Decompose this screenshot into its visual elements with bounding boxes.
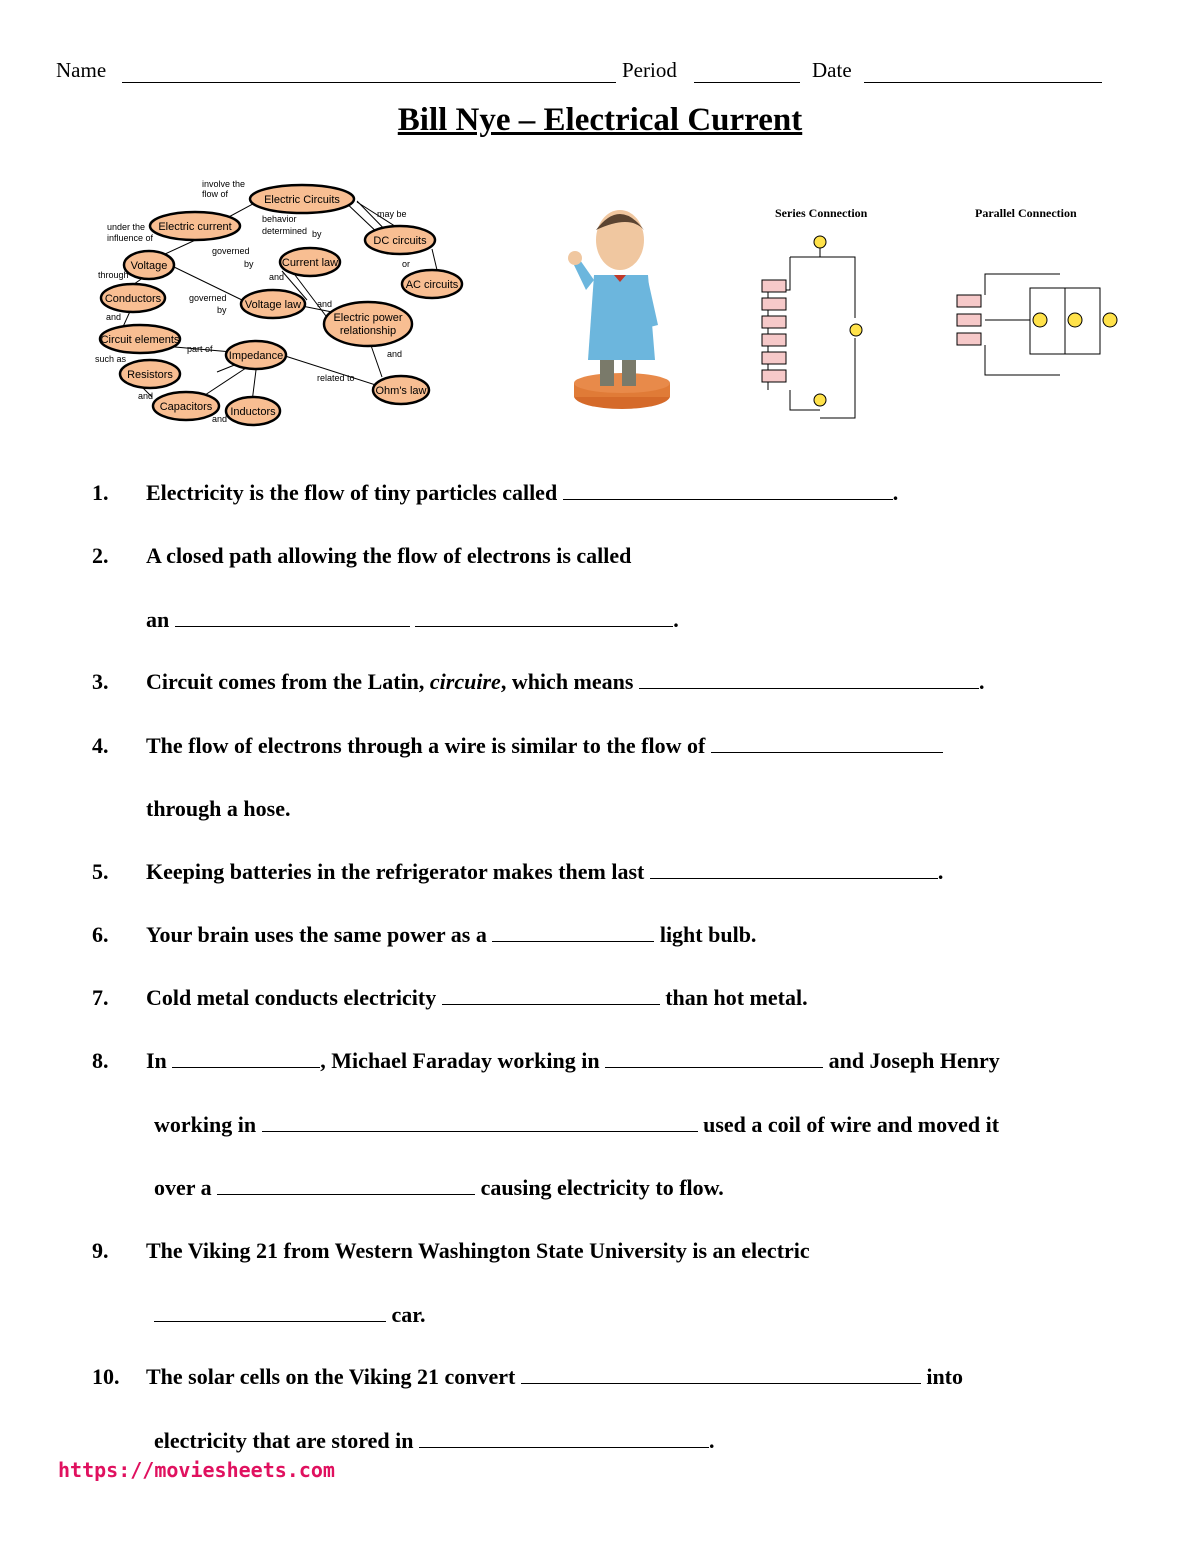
svg-text:influence of: influence of <box>107 233 154 243</box>
svg-text:or: or <box>402 259 411 269</box>
svg-text:Voltage law: Voltage law <box>244 299 302 311</box>
parallel-title: Parallel Connection <box>975 206 1077 220</box>
svg-text:Resistors: Resistors <box>127 369 173 381</box>
concept-map <box>92 172 482 432</box>
svg-text:by: by <box>312 229 322 239</box>
answer-blank[interactable] <box>650 860 938 879</box>
svg-text:DC circuits: DC circuits <box>373 235 427 247</box>
answer-blank[interactable] <box>415 608 673 627</box>
question-text: light bulb. <box>659 922 757 947</box>
svg-text:and: and <box>138 391 154 401</box>
svg-text:related to: related to <box>317 373 355 383</box>
question-text: an <box>146 607 170 632</box>
question-text: In <box>146 1048 167 1073</box>
question-text: and Joseph Henry <box>828 1048 1000 1073</box>
question-text: through a hose. <box>146 796 291 821</box>
question-text: The flow of electrons through a wire is similar to the flow of <box>146 733 706 758</box>
answer-blank[interactable] <box>442 986 660 1005</box>
answer-blank[interactable] <box>521 1365 921 1384</box>
svg-text:may be: may be <box>377 209 407 219</box>
question-text: . <box>708 1428 715 1453</box>
svg-text:Voltage: Voltage <box>130 260 168 272</box>
svg-text:involve the: involve the <box>202 179 246 189</box>
answer-blank[interactable] <box>563 481 893 500</box>
question-text: . <box>673 607 679 632</box>
question-number: 9. <box>92 1238 109 1263</box>
answer-blank[interactable] <box>605 1049 823 1068</box>
name-field[interactable] <box>122 82 616 83</box>
svg-text:and: and <box>212 414 228 424</box>
svg-text:under the: under the <box>107 222 146 232</box>
svg-text:through: through <box>98 270 129 280</box>
question-text: . <box>937 859 944 884</box>
question-text: electricity that are stored in <box>154 1428 414 1453</box>
svg-text:such as: such as <box>95 354 127 364</box>
parallel-circuit-diagram <box>945 200 1135 380</box>
question-number: 1. <box>92 480 109 505</box>
svg-text:governed: governed <box>189 293 227 303</box>
answer-blank[interactable] <box>154 1303 386 1322</box>
question-text: causing electricity to flow. <box>480 1175 724 1200</box>
svg-text:Electric current: Electric current <box>158 221 232 233</box>
question-text: . <box>892 480 899 505</box>
series-circuit-diagram <box>750 200 880 425</box>
answer-blank[interactable] <box>639 670 979 689</box>
answer-blank[interactable] <box>217 1176 475 1195</box>
question-text: working in <box>154 1112 257 1137</box>
question-text: Keeping batteries in the refrigerator makes them last <box>146 859 645 884</box>
question-text: A closed path allowing the flow of electrons is called <box>146 543 632 568</box>
svg-text:Electric Circuits: Electric Circuits <box>264 194 340 206</box>
bill-nye-figurine <box>560 200 680 415</box>
question-number: 10. <box>92 1364 120 1389</box>
question-number: 2. <box>92 543 109 568</box>
question-number: 6. <box>92 922 109 947</box>
question-number: 3. <box>92 669 109 694</box>
question-text: . <box>978 669 985 694</box>
svg-text:AC circuits: AC circuits <box>405 279 459 291</box>
answer-blank[interactable] <box>262 1113 698 1132</box>
date-field[interactable] <box>864 82 1102 83</box>
svg-text:behavior: behavior <box>262 214 297 224</box>
question-number: 8. <box>92 1048 109 1073</box>
svg-text:governed: governed <box>212 246 250 256</box>
svg-text:part of: part of <box>187 344 213 354</box>
svg-text:and: and <box>387 349 403 359</box>
answer-blank[interactable] <box>492 923 654 942</box>
svg-text:Current law: Current law <box>281 257 339 269</box>
footer-url[interactable]: https://moviesheets.com <box>58 1458 335 1482</box>
name-label: Name <box>56 58 107 82</box>
svg-text:by: by <box>217 305 227 315</box>
question-text: car. <box>391 1302 426 1327</box>
svg-text:and: and <box>317 299 333 309</box>
answer-blank[interactable] <box>172 1049 320 1068</box>
question-number: 4. <box>92 733 109 758</box>
question-text: Cold metal conducts electricity <box>146 985 437 1010</box>
svg-text:and: and <box>269 272 285 282</box>
question-text: , Michael Faraday working in <box>320 1048 600 1073</box>
question-text: , which means <box>500 669 634 694</box>
svg-text:Inductors: Inductors <box>230 406 276 418</box>
answer-blank[interactable] <box>419 1429 709 1448</box>
answer-blank[interactable] <box>175 608 410 627</box>
svg-text:Circuit elements: Circuit elements <box>100 334 180 346</box>
svg-text:flow of: flow of <box>202 189 229 199</box>
svg-text:and: and <box>106 312 122 322</box>
series-title: Series Connection <box>775 206 868 220</box>
period-label: Period <box>622 58 677 82</box>
question-text: than hot metal. <box>665 985 808 1010</box>
question-text: The Viking 21 from Western Washington State University is an electric <box>146 1238 810 1263</box>
question-text: The solar cells on the Viking 21 convert <box>146 1364 516 1389</box>
svg-text:Capacitors: Capacitors <box>159 401 213 413</box>
page-title: Bill Nye – Electrical Current <box>397 102 803 138</box>
latin-word: circuire <box>429 669 501 694</box>
question-number: 5. <box>92 859 109 884</box>
svg-text:Ohm's law: Ohm's law <box>375 385 427 397</box>
question-text: over a <box>154 1175 212 1200</box>
svg-text:Electric power: Electric power <box>333 312 403 324</box>
answer-blank[interactable] <box>711 734 943 753</box>
question-text: Electricity is the flow of tiny particles called <box>146 480 558 505</box>
header <box>56 58 1146 88</box>
question-text: into <box>926 1364 964 1389</box>
question-number: 7. <box>92 985 109 1010</box>
svg-text:relationship: relationship <box>339 325 397 337</box>
svg-text:by: by <box>244 259 254 269</box>
svg-text:determined: determined <box>262 226 308 236</box>
svg-text:Impedance: Impedance <box>228 350 284 362</box>
question-text: Circuit comes from the Latin, <box>146 669 425 694</box>
svg-text:Conductors: Conductors <box>104 293 162 305</box>
date-label: Date <box>812 58 852 82</box>
period-field[interactable] <box>694 82 800 83</box>
question-text: used a coil of wire and moved it <box>703 1112 1000 1137</box>
question-text: Your brain uses the same power as a <box>146 922 487 947</box>
